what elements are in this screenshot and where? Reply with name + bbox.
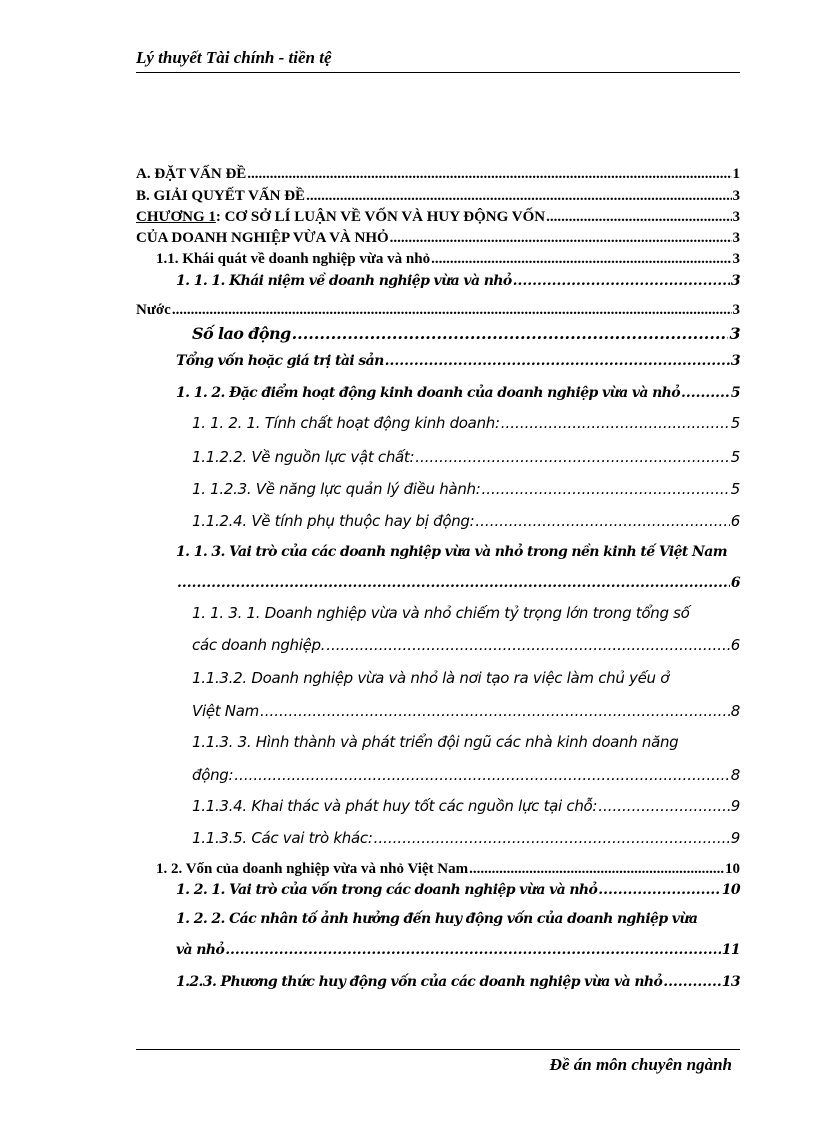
toc-entry-page: 5 (730, 385, 740, 401)
toc-entry-page: 8 (730, 766, 740, 784)
toc-entry-1-1-3-3-line1: 1.1.3. 3. Hình thành và phát triển đội ngũ các nhà kinh doanh năng (192, 733, 679, 751)
toc-entry-page: 8 (730, 702, 740, 720)
toc-entry-1-1-3-2-line1: 1.1.3.2. Doanh nghiệp vừa và nhỏ là nơi tạo ra việc làm chủ yếu ở (192, 669, 670, 687)
toc-entry-title: 1. 1.2.3. Về năng lực quản lý điều hành: (192, 480, 481, 498)
toc-entry-page: 3 (732, 230, 740, 246)
toc-entry-1-1-2-2[interactable] (192, 448, 740, 466)
toc-entry-1-1-3-5[interactable] (192, 829, 740, 847)
toc-entry-1-2-3[interactable] (176, 974, 740, 990)
toc-entry-page: 6 (730, 575, 740, 591)
toc-entry-title: CỦA DOANH NGHIỆP VỪA VÀ NHỎ (136, 230, 389, 246)
chapter-label: CHƯƠNG 1 (136, 209, 216, 225)
toc-entry-1-1-3-3[interactable] (192, 766, 740, 784)
toc-entry-1-2[interactable] (156, 861, 740, 878)
toc-entry-nuoc[interactable] (136, 302, 740, 319)
toc-entry-title: Số lao động (192, 324, 291, 343)
toc-entry-1-1-3-4[interactable] (192, 797, 740, 815)
toc-entry-page: 6 (730, 636, 740, 654)
toc-entry-page: 11 (721, 942, 740, 958)
toc-entry-title: B. GIẢI QUYẾT VẤN ĐỀ (136, 188, 306, 204)
toc-entry-page: 5 (730, 414, 740, 432)
toc-entry-title: 1.1.3.5. Các vai trò khác: (192, 829, 373, 847)
toc-entry-title: 1.1. Khái quát về doanh nghiệp vừa và nhỏ (156, 251, 431, 267)
toc-entry-1-2-2[interactable] (176, 942, 740, 958)
toc-entry-title: 1.1.2.2. Về nguồn lực vật chất: (192, 448, 415, 466)
toc-entry-title: Việt Nam (192, 702, 259, 720)
toc-entry-so-lao-dong[interactable] (192, 324, 740, 343)
toc-entry-1-1-1[interactable] (176, 273, 740, 289)
toc-entry-page: 3 (732, 251, 740, 267)
toc-entry-title: các doanh nghiệp. (192, 636, 326, 654)
toc-entry-tong-von[interactable] (176, 353, 740, 369)
toc-entry-1-2-2-line1: 1. 2. 2. Các nhân tố ảnh hưởng đến huy động vốn của doanh nghiệp vừa (176, 911, 698, 927)
toc-entry-page: 3 (732, 188, 740, 204)
toc-entry-1-1-2-1[interactable] (192, 414, 740, 432)
footer-divider (136, 1049, 740, 1050)
toc-entry-page: 9 (730, 829, 740, 847)
toc-entry-1-1-3-2[interactable] (192, 702, 740, 720)
toc-entry-page: 10 (725, 861, 740, 877)
toc-entry-1-1-2-3[interactable] (192, 480, 740, 498)
toc-entry-dat-van-de[interactable] (136, 166, 740, 183)
toc-entry-giai-quyet-van-de[interactable] (136, 188, 740, 205)
toc-entry-1-1-2[interactable] (176, 385, 740, 401)
toc-entry-page: 5 (730, 480, 740, 498)
toc-entry-title: A. ĐẶT VẤN ĐỀ (136, 166, 247, 182)
toc-entry-1-2-1[interactable] (176, 882, 740, 898)
toc-entry-page: 6 (730, 512, 740, 530)
footer-title: Đề án môn chuyên ngành (549, 1055, 732, 1074)
toc-entry-title: động: (192, 766, 234, 784)
toc-entry-title: 1. 2. 1. Vai trò của vốn trong các doanh nghiệp vừa và nhỏ (176, 882, 598, 898)
toc-entry-title: 1. 1. 1. Khái niệm về doanh nghiệp vừa và nhỏ (176, 273, 512, 289)
toc-entry-page: 3 (730, 353, 740, 369)
toc-entry-page: 10 (721, 882, 740, 898)
toc-entry-page: 1 (732, 166, 740, 182)
toc-entry-chuong-1-cont[interactable] (136, 230, 740, 247)
toc-entry-page: 3 (730, 273, 740, 289)
toc-entry-page: 3 (732, 302, 740, 318)
toc-entry-page: 9 (730, 797, 740, 815)
toc-entry-page: 3 (729, 324, 740, 343)
toc-entry-1-1-3-line1: 1. 1. 3. Vai trò của các doanh nghiệp vừa và nhỏ trong nền kinh tế Việt Nam (176, 544, 727, 560)
toc-entry-chuong-1[interactable] (136, 209, 740, 226)
page-header (136, 48, 740, 73)
toc-entry-page: 3 (732, 209, 740, 225)
toc-entry-1-1-3[interactable] (176, 575, 740, 591)
toc-entry-title: 1.2.3. Phương thức huy động vốn của các doanh nghiệp vừa và nhỏ (176, 974, 663, 990)
toc-entry-title: 1. 2. Vốn của doanh nghiệp vừa và nhỏ Việt Nam (156, 861, 469, 877)
toc-entry-1-1-3-1[interactable] (192, 636, 740, 654)
toc-entry-title: Nước (136, 302, 171, 318)
toc-entry-title: 1.1.2.4. Về tính phụ thuộc hay bị động: (192, 512, 475, 530)
toc-entry-title: 1.1.3.4. Khai thác và phát huy tốt các nguồn lực tại chỗ: (192, 797, 598, 815)
toc-entry-title: : CƠ SỞ LÍ LUẬN VỀ VỐN VÀ HUY ĐỘNG VỐN (215, 209, 546, 225)
header-title: Lý thuyết Tài chính - tiền tệ (136, 48, 332, 67)
toc-entry-1-1-2-4[interactable] (192, 512, 740, 530)
toc-entry-page: 5 (730, 448, 740, 466)
toc-entry-title: 1. 1. 2. Đặc điểm hoạt động kinh doanh của doanh nghiệp vừa và nhỏ (176, 385, 681, 401)
toc-entry-1-1-3-1-line1: 1. 1. 3. 1. Doanh nghiệp vừa và nhỏ chiếm tỷ trọng lớn trong tổng số (192, 604, 690, 622)
toc-entry-1-1[interactable] (156, 251, 740, 268)
toc-entry-title: Tổng vốn hoặc giá trị tài sản (176, 353, 384, 369)
toc-entry-title: và nhỏ (176, 942, 225, 958)
toc-entry-title: 1. 1. 2. 1. Tính chất hoạt động kinh doanh: (192, 414, 500, 432)
toc-entry-page: 13 (721, 974, 740, 990)
